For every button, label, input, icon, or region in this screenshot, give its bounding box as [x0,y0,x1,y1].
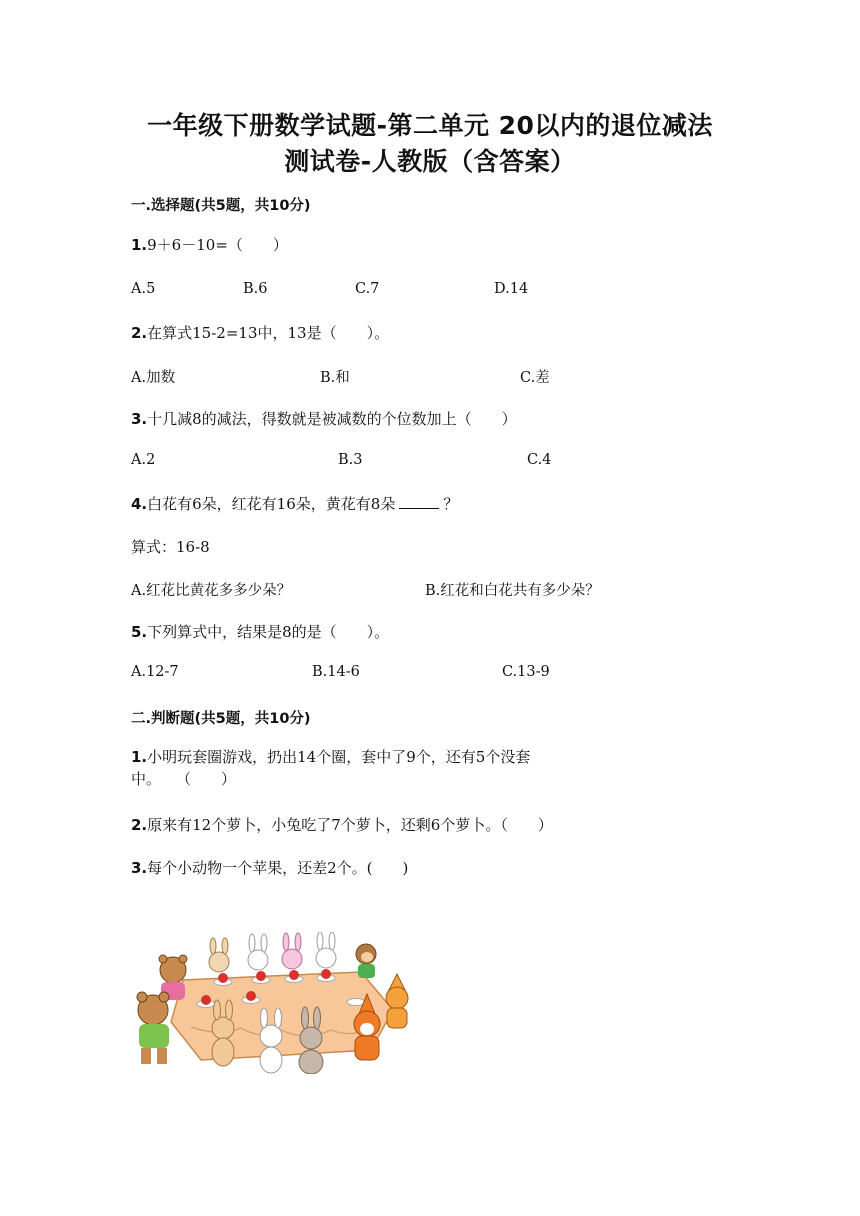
question-2-1 [131,746,530,790]
option-b: B.3 [338,452,363,468]
question-text: 白花有6朵，红花有16朵，黄花有8朵 [147,495,396,513]
option-a: A.2 [131,452,156,468]
option-a: A.加数 [131,370,176,386]
option-a: A.5 [131,281,156,297]
question-number: 2. [131,816,148,834]
question-2-2 [131,814,553,835]
question-text: 原来有12个萝卜，小兔吃了7个萝卜，还剩6个萝卜。（ ） [147,816,553,834]
option-c: C.7 [355,281,380,297]
question-2-3 [131,857,408,878]
question-formula: 算式：16-8 [131,538,210,556]
option-a: A.红花比黄花多多少朵？ [131,583,292,599]
question-number: 3. [131,410,148,428]
option-c: C.差 [520,370,550,386]
question-number: 1. [131,748,148,766]
option-b: B.6 [243,281,268,297]
question-text: 下列算式中，结果是8的是（ ）。 [147,623,390,641]
question-1-2 [131,322,389,343]
question-text-continued: 中。 （ ） [131,770,237,788]
question-text: 十几减8的减法，得数就是被减数的个位数加上（ ） [147,410,517,428]
option-b: B.14-6 [312,664,360,680]
question-text: 每个小动物一个苹果，还差2个。( ) [147,859,409,877]
question-text: 9＋6－10=（ ） [147,236,288,254]
question-number: 4. [131,495,148,513]
question-1-3 [131,408,517,429]
answer-blank [399,496,439,509]
question-1-1 [131,234,288,255]
question-number: 1. [131,236,148,254]
question-number: 2. [131,324,148,342]
question-text: 小明玩套圈游戏，扔出14个圈，套中了9个，还有5个没套 [147,748,531,766]
document-title-line-2: 测试卷-人教版（含答案） [284,147,576,176]
animals-table-illustration [131,932,417,1074]
document-title-line-1: 一年级下册数学试题-第二单元 20以内的退位减法 [147,111,713,140]
question-tail: ？ [443,495,459,513]
question-text: 在算式15-2=13中，13是（ ）。 [147,324,390,342]
option-d: D.14 [494,281,529,297]
option-c: C.13-9 [502,664,550,680]
section-heading-choice: 一.选择题(共5题，共10分) [131,198,311,214]
option-b: B.和 [320,370,350,386]
option-a: A.12-7 [131,664,179,680]
question-1-5 [131,621,389,642]
option-c: C.4 [527,452,552,468]
section-heading-judgement: 二.判断题(共5题，共10分) [131,711,311,727]
option-b: B.红花和白花共有多少朵？ [425,583,600,599]
question-number: 3. [131,859,148,877]
question-1-4 [131,493,458,514]
question-number: 5. [131,623,148,641]
